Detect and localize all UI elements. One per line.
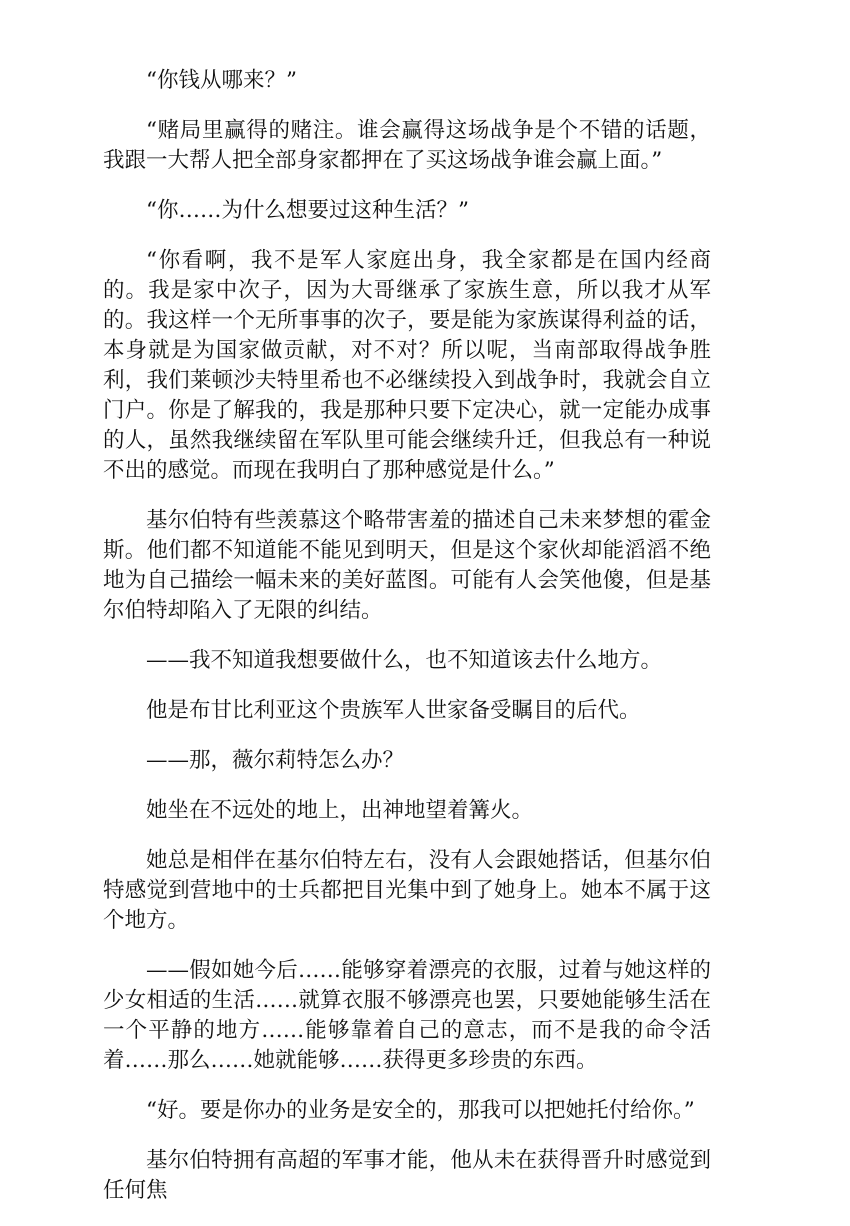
paragraph: “你钱从哪来？” <box>146 68 297 93</box>
paragraph: 基尔伯特拥有高超的军事才能，他从未在获得晋升时感觉到任何焦 <box>103 1148 711 1203</box>
paragraph: 基尔伯特有些羡慕这个略带害羞的描述自己未来梦想的霍金斯。他们都不知道能不能见到明天，但是这个家伙却能滔滔不绝地为自己描绘一幅未来的美好蓝图。可能有人会笑他傻，但是基尔伯特却陷入了无限的纠结。 <box>103 508 711 623</box>
paragraph: ——我不知道我想要做什么，也不知道该去什么地方。 <box>146 648 663 673</box>
paragraph: 她总是相伴在基尔伯特左右，没有人会跟她搭话，但基尔伯特感觉到营地中的士兵都把目光集中到了她身上。她本不属于这个地方。 <box>103 848 711 933</box>
text-body <box>103 66 711 1226</box>
paragraph: “你……为什么想要过这种生活？” <box>146 198 469 223</box>
paragraph: ——那，薇尔莉特怎么办？ <box>146 748 405 773</box>
paragraph: 她坐在不远处的地上，出神地望着篝火。 <box>146 798 534 823</box>
paragraph: ——假如她今后……能够穿着漂亮的衣服，过着与她这样的少女相适的生活……就算衣服不够漂亮也罢，只要她能够生活在一个平静的地方……能够靠着自己的意志，而不是我的命令活着……那么……她就能够……获得更多珍贵的东西。 <box>103 958 711 1073</box>
paragraph: “好。要是你办的业务是安全的，那我可以把她托付给你。” <box>146 1098 695 1123</box>
paragraph: 他是布甘比利亚这个贵族军人世家备受瞩目的后代。 <box>146 698 641 723</box>
paragraph: “赌局里赢得的赌注。谁会赢得这场战争是个不错的话题，我跟一大帮人把全部身家都押在了买这场战争谁会赢上面。” <box>103 118 711 173</box>
paragraph: “你看啊，我不是军人家庭出身，我全家都是在国内经商的。我是家中次子，因为大哥继承了家族生意，所以我才从军的。我这样一个无所事事的次子，要是能为家族谋得利益的话，本身就是为国家做贡献，对不对？所以呢，当南部取得战争胜利，我们莱顿沙夫特里希也不必继续投入到战争时，我就会自立门户。你是了解我的，我是那种只要下定决心，就一定能办成事的人，虽然我继续留在军队里可能会继续升迁，但我总有一种说不出的感觉。而现在我明白了那种感觉是什么。” <box>103 248 711 483</box>
